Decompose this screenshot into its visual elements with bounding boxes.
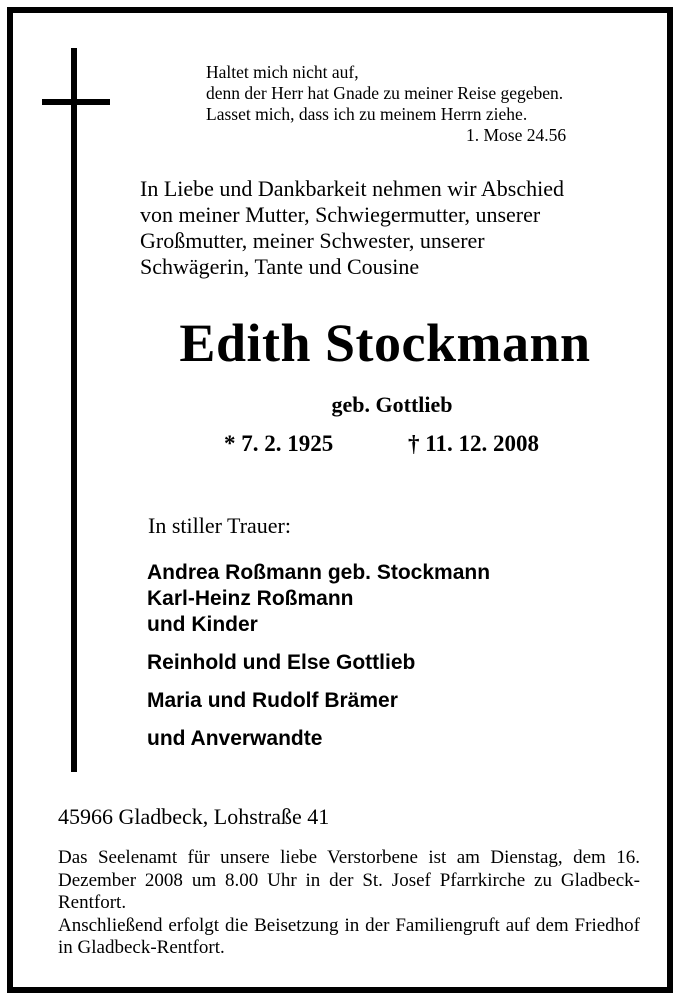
service-paragraph: Anschließend erfolgt die Beisetzung in der Familiengruft auf dem Friedhof in Gladbeck-Rentfort. <box>58 914 640 958</box>
service-notice <box>58 847 640 960</box>
cross-horizontal-bar <box>42 99 110 105</box>
verse-line: denn der Herr hat Gnade zu meiner Reise gegeben. <box>206 83 564 103</box>
mourner-entry: Karl-Heinz Roßmann <box>147 587 354 610</box>
mourner-entry: Reinhold und Else Gottlieb <box>147 651 416 674</box>
intro-line: Schwägerin, Tante und Cousine <box>140 254 420 279</box>
mourners-list <box>147 560 490 752</box>
mourner-entry: und Kinder <box>147 613 258 636</box>
death-date: † 11. 12. 2008 <box>408 431 539 456</box>
maiden-name: geb. Gottlieb <box>331 392 453 417</box>
birth-date: * 7. 2. 1925 <box>224 431 334 456</box>
deceased-name: Edith Stockmann <box>179 313 591 373</box>
bible-verse <box>206 62 563 125</box>
obituary-border <box>7 7 673 993</box>
verse-line: Haltet mich nicht auf, <box>206 62 359 82</box>
mourner-entry: Maria und Rudolf Brämer <box>147 689 398 712</box>
farewell-intro <box>140 176 564 280</box>
intro-line: von meiner Mutter, Schwiegermutter, unserer <box>140 202 541 227</box>
intro-line: Großmutter, meiner Schwester, unserer <box>140 228 485 253</box>
service-paragraph: Das Seelenamt für unsere liebe Verstorbene ist am Dienstag, dem 16. Dezember 2008 um 8.00 Uhr in der St. Josef Pfarrkirche zu Gladbeck-Rentfort. <box>58 847 640 913</box>
mourner-entry: und Anverwandte <box>147 727 323 750</box>
mourner-entry: Andrea Roßmann geb. Stockmann <box>147 561 491 584</box>
family-address: 45966 Gladbeck, Lohstraße 41 <box>58 804 330 829</box>
mourning-heading: In stiller Trauer: <box>148 513 291 538</box>
verse-reference: 1. Mose 24.56 <box>466 125 567 145</box>
verse-line: Lasset mich, dass ich zu meinem Herrn ziehe. <box>206 104 528 124</box>
intro-line: In Liebe und Dankbarkeit nehmen wir Abschied <box>140 176 564 201</box>
